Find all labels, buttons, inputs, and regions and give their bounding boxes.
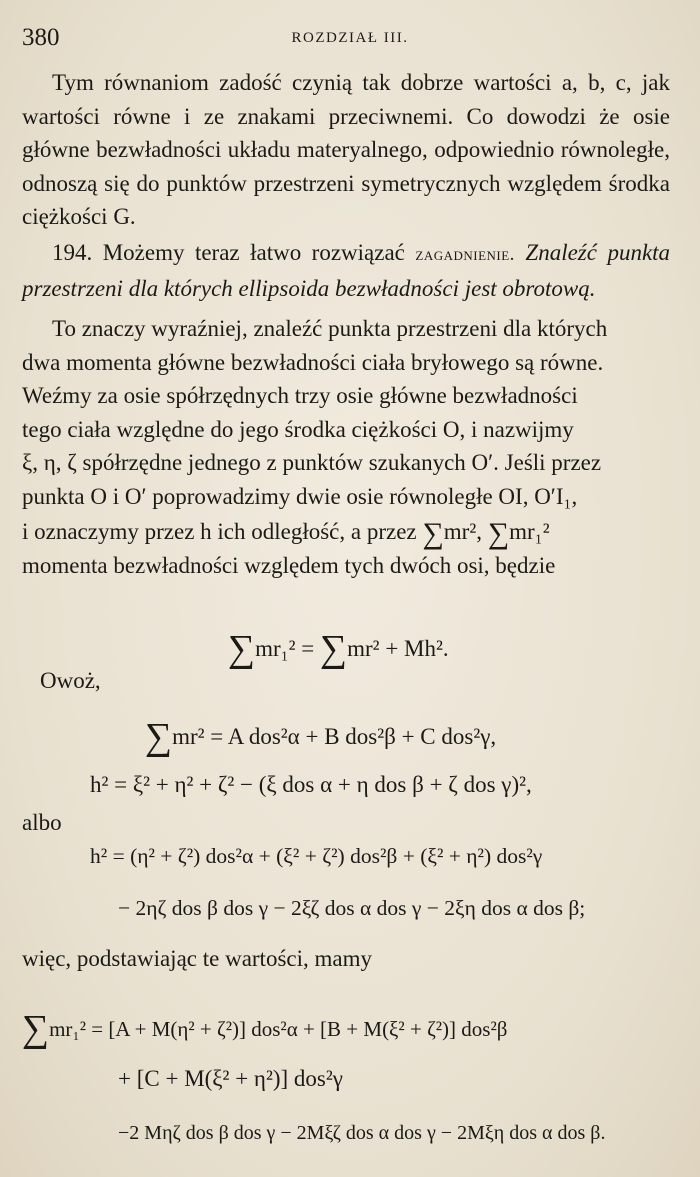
word-albo: albo bbox=[22, 810, 62, 835]
equation-1 bbox=[228, 622, 449, 670]
p3-line-6: punkta O i O′ poprowadzimy dwie osie równoległe OI, O′I₁, bbox=[22, 483, 578, 509]
equation-2 bbox=[145, 710, 497, 758]
p3-line-1: To znaczy wyraźniej, znaleźć punkta przestrzeni dla których bbox=[52, 316, 608, 341]
word-wiec: więc, podstawiając te wartości, mamy bbox=[22, 946, 372, 971]
equation-7: + [C + M(ξ² + η²)] dos²γ bbox=[118, 1066, 343, 1091]
p3-line-2: dwa momenta główne bezwładności ciała bryłowego są równe. bbox=[22, 349, 604, 375]
paragraph-1-text: Tym równaniom zadość czynią tak dobrze wartości a, b, c, jak wartości równe i ze znakami przeciwnemi. Co dowodzi że osie główne bezwładności układu materyalnego, odpowiednio równoległe, odnoszą się do punktów przestrzeni symetrycznych względem środka ciężkości G. bbox=[22, 70, 670, 229]
paragraph-194-text bbox=[22, 236, 670, 305]
sum-symbol: ∑ bbox=[22, 1008, 50, 1050]
equation-8: −2 Mηζ dos β dos γ − 2Mξζ dos α dos γ − 2Mξη dos α dos β. bbox=[118, 1122, 606, 1144]
p3-line-3: Weźmy za osie spółrzędnych trzy osie główne bezwładności bbox=[22, 383, 578, 408]
sum-symbol: ∑ bbox=[422, 517, 444, 550]
p3-line-5: ξ, η, ζ spółrzędne jednego z punktów szukanych O′. Jeśli przez bbox=[22, 450, 602, 475]
equation-2-text: mr² = A dos²α + B dos²β + C dos²γ, bbox=[172, 724, 497, 749]
sum-symbol: ∑ bbox=[145, 716, 173, 758]
equation-4: h² = (η² + ζ²) dos²α + (ξ² + ζ²) dos²β + (ξ² + η²) dos²γ bbox=[90, 844, 543, 868]
section-text: Możemy teraz łatwo rozwiązać bbox=[102, 240, 405, 265]
equation-1-rhs: mr² + Mh². bbox=[347, 636, 449, 661]
p3-line-7 bbox=[22, 513, 670, 549]
page-number: 380 bbox=[22, 24, 60, 51]
paragraph-3 bbox=[22, 312, 670, 582]
equation-3: h² = ξ² + η² + ζ² − (ξ dos α + η dos β + ζ dos γ)², bbox=[90, 772, 532, 797]
paragraph-1 bbox=[22, 66, 670, 234]
p3-line-8: momenta bezwładności względem tych dwóch osi, będzie bbox=[22, 552, 556, 578]
equation-6-text: mr₁² = [A + M(η² + ζ²)] dos²α + [B + M(ξ² + ζ²)] dos²β bbox=[49, 1017, 508, 1041]
sum-symbol: ∑ bbox=[487, 517, 510, 550]
equation-1-lhs: mr₁² = bbox=[255, 636, 321, 661]
p3-line-4: tego ciała względne do jego środka ciężkości O, i nazwijmy bbox=[22, 416, 574, 442]
running-head: ROZDZIAŁ III. bbox=[291, 30, 409, 46]
page-header bbox=[22, 24, 678, 58]
p3-line-7-text: i oznaczymy przez h ich odległość, a przez bbox=[22, 519, 417, 544]
sum-symbol: ∑ bbox=[228, 628, 256, 670]
p3-line-7-term2: mr₁² bbox=[509, 519, 550, 544]
section-number: 194. bbox=[52, 240, 93, 265]
equation-5: − 2ηζ dos β dos γ − 2ξζ dos α dos γ − 2ξη dos α dos β; bbox=[118, 896, 586, 920]
p3-line-7-term1: mr², bbox=[443, 519, 488, 544]
equation-6 bbox=[22, 1002, 508, 1050]
paragraph-194 bbox=[22, 236, 670, 305]
section-keyword: zagadnienie. bbox=[415, 244, 515, 265]
section-problem-statement: Znaleźć punkta przestrzeni dla których ellipsoida bezwładności jest obrotową. bbox=[22, 240, 671, 301]
sum-symbol: ∑ bbox=[320, 628, 348, 670]
word-owoz: Owoż, bbox=[40, 668, 101, 693]
